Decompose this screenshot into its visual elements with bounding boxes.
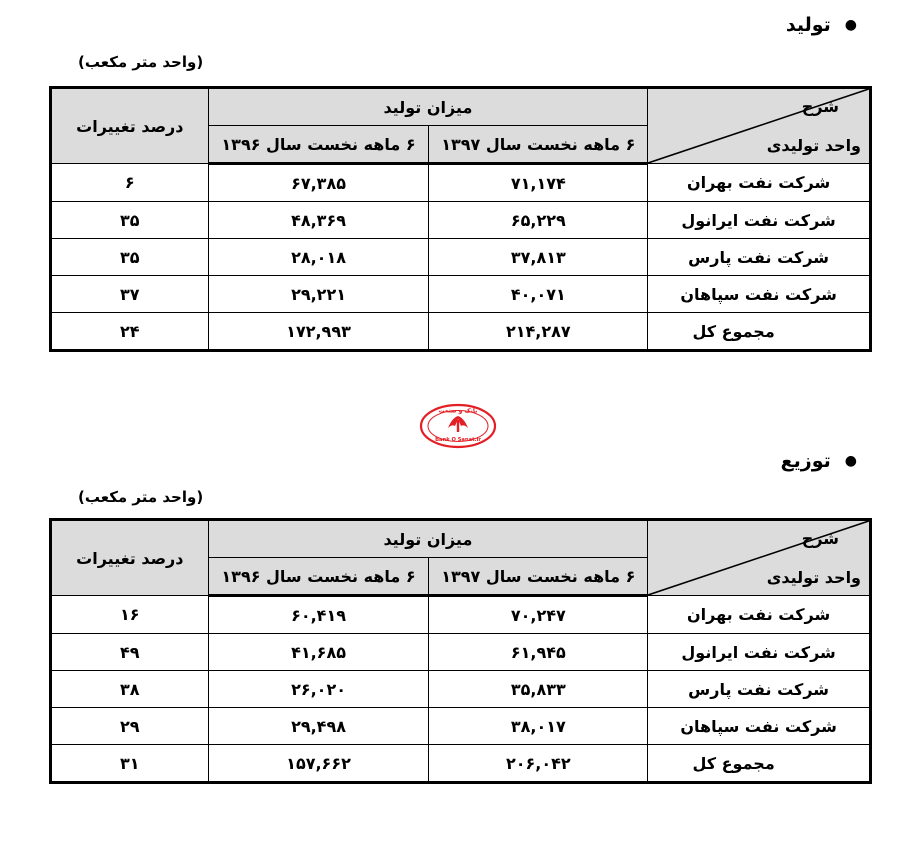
row-current: ۳۵,۸۳۳ <box>429 671 648 708</box>
table-row <box>51 634 871 671</box>
row-current: ۳۸,۰۱۷ <box>429 708 648 745</box>
row-name: شرکت نفت ایرانول <box>648 634 871 671</box>
bank-o-sanat-logo <box>419 403 497 449</box>
previous-year-header: ۶ ماهه نخست سال ۱۳۹۶ <box>208 126 429 164</box>
section-title-production <box>786 14 857 36</box>
row-current: ۲۱۴,۲۸۷ <box>429 313 648 351</box>
unit-label: (واحد متر مکعب) <box>78 53 204 71</box>
section-title-text: توزیع <box>780 450 831 472</box>
row-change: ۶ <box>51 164 209 202</box>
unit-label: (واحد متر مکعب) <box>78 488 204 506</box>
row-previous: ۶۷,۳۸۵ <box>208 164 429 202</box>
current-year-header: ۶ ماهه نخست سال ۱۳۹۷ <box>429 558 648 596</box>
corner-header-bottom: واحد تولیدی <box>766 136 861 155</box>
row-change: ۲۴ <box>51 313 209 351</box>
row-change: ۳۵ <box>51 202 209 239</box>
table-row <box>51 596 871 634</box>
row-name: مجموع کل <box>648 745 871 783</box>
corner-header <box>648 520 871 596</box>
row-name: شرکت نفت پارس <box>648 239 871 276</box>
corner-header <box>648 88 871 164</box>
group-header: میزان تولید <box>208 88 648 126</box>
row-current: ۷۰,۲۴۷ <box>429 596 648 634</box>
section-title-text: تولید <box>785 14 831 36</box>
change-header: درصد تغییرات <box>51 88 209 164</box>
row-current: ۴۰,۰۷۱ <box>429 276 648 313</box>
row-current: ۶۵,۲۲۹ <box>429 202 648 239</box>
corner-header-top: شرح <box>801 529 839 548</box>
row-previous: ۲۸,۰۱۸ <box>208 239 429 276</box>
current-year-header: ۶ ماهه نخست سال ۱۳۹۷ <box>429 126 648 164</box>
table-row <box>51 671 871 708</box>
table-row <box>51 708 871 745</box>
row-current: ۳۷,۸۱۳ <box>429 239 648 276</box>
corner-header-top: شرح <box>801 97 839 116</box>
row-previous: ۲۹,۲۲۱ <box>208 276 429 313</box>
table-row <box>51 239 871 276</box>
row-current: ۷۱,۱۷۴ <box>429 164 648 202</box>
row-change: ۳۵ <box>51 239 209 276</box>
row-current: ۶۱,۹۴۵ <box>429 634 648 671</box>
distribution-table <box>49 518 872 784</box>
logo-text-en: Bank O Sanat.ir <box>435 437 481 443</box>
row-name: شرکت نفت بهران <box>648 164 871 202</box>
row-change: ۱۶ <box>51 596 209 634</box>
row-previous: ۶۰,۴۱۹ <box>208 596 429 634</box>
row-previous: ۱۷۲,۹۹۳ <box>208 313 429 351</box>
bullet-icon: ● <box>844 17 857 33</box>
logo-text-fa: بانک و صنعت <box>438 407 478 415</box>
row-previous: ۴۸,۳۶۹ <box>208 202 429 239</box>
row-change: ۴۹ <box>51 634 209 671</box>
row-name: شرکت نفت سپاهان <box>648 708 871 745</box>
previous-year-header: ۶ ماهه نخست سال ۱۳۹۶ <box>208 558 429 596</box>
total-row <box>51 313 871 351</box>
row-current: ۲۰۶,۰۴۲ <box>429 745 648 783</box>
change-header: درصد تغییرات <box>51 520 209 596</box>
bullet-icon: ● <box>844 453 857 469</box>
section-title-distribution <box>781 450 857 472</box>
row-change: ۳۷ <box>51 276 209 313</box>
table-row <box>51 202 871 239</box>
row-change: ۳۸ <box>51 671 209 708</box>
row-change: ۲۹ <box>51 708 209 745</box>
row-name: شرکت نفت بهران <box>648 596 871 634</box>
row-previous: ۲۹,۴۹۸ <box>208 708 429 745</box>
table-row <box>51 276 871 313</box>
row-name: شرکت نفت ایرانول <box>648 202 871 239</box>
row-change: ۳۱ <box>51 745 209 783</box>
row-previous: ۱۵۷,۶۶۲ <box>208 745 429 783</box>
row-name: مجموع کل <box>648 313 871 351</box>
table-row <box>51 164 871 202</box>
row-name: شرکت نفت پارس <box>648 671 871 708</box>
group-header: میزان تولید <box>208 520 648 558</box>
row-previous: ۴۱,۶۸۵ <box>208 634 429 671</box>
total-row <box>51 745 871 783</box>
row-name: شرکت نفت سپاهان <box>648 276 871 313</box>
corner-header-bottom: واحد تولیدی <box>766 568 861 587</box>
production-table <box>49 86 872 352</box>
row-previous: ۲۶,۰۲۰ <box>208 671 429 708</box>
